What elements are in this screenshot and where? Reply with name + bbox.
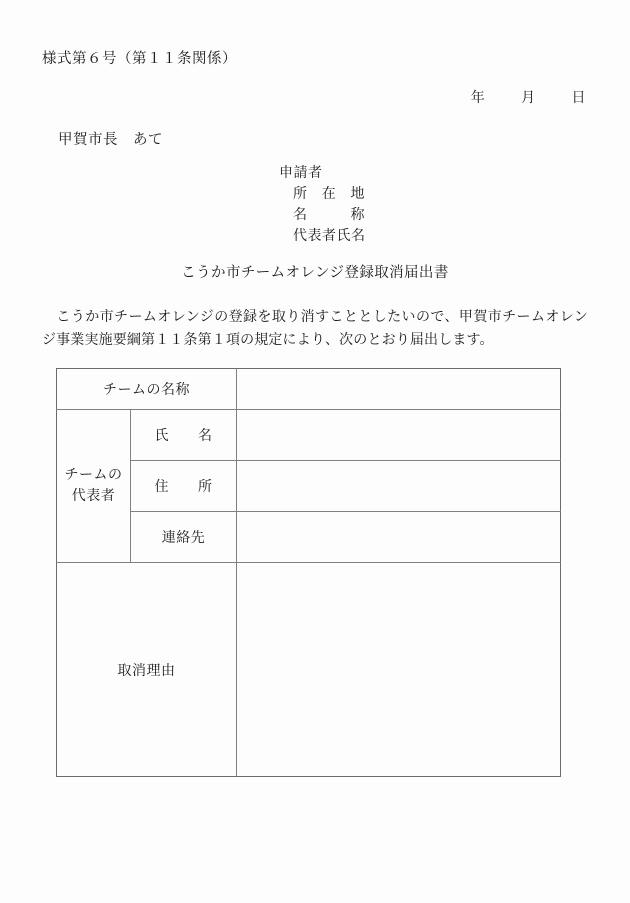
form-table: [56, 368, 561, 777]
date-day-label: 日: [571, 90, 586, 106]
label-representative-name: 氏名: [131, 410, 237, 461]
field-cancellation-reason[interactable]: [237, 563, 561, 777]
date-year-label: 年: [470, 90, 486, 106]
applicant-block: [279, 163, 365, 247]
addressee: 甲賀市長 あて: [58, 132, 163, 148]
label-team-name: チームの名称: [57, 369, 237, 410]
label-representative-address: 住所: [131, 461, 237, 512]
applicant-field-address: [279, 184, 365, 205]
field-representative-name[interactable]: [237, 410, 561, 461]
field-representative-contact[interactable]: [237, 512, 561, 563]
form-number: 様式第６号（第１１条関係）: [42, 51, 237, 67]
table-row-representative-name: [57, 410, 561, 461]
field-team-name[interactable]: [237, 369, 561, 410]
applicant-heading: 申請者: [279, 165, 323, 181]
page-title: こうか市チームオレンジ登録取消届出書: [181, 265, 449, 281]
label-team-representative-line2: 代表者: [71, 488, 116, 504]
label-cancellation-reason: 取消理由: [57, 563, 237, 777]
label-team-representative-line1: チームの: [64, 467, 123, 483]
date-month-label: 月: [521, 90, 536, 106]
table-row-representative-contact: [57, 512, 561, 563]
field-representative-address[interactable]: [237, 461, 561, 512]
table-row-representative-address: [57, 461, 561, 512]
table-row-cancellation-reason: [57, 563, 561, 777]
label-team-representative: [57, 410, 131, 563]
label-representative-contact: 連絡先: [131, 512, 237, 563]
applicant-field-address-label: 所在地: [293, 186, 365, 202]
applicant-field-representative: [279, 226, 365, 247]
applicant-field-representative-label: 代表者氏名: [293, 228, 366, 244]
applicant-field-name: [279, 205, 365, 226]
body-paragraph: こうか市チームオレンジの登録を取り消すこととしたいので、甲賀市チームオレンジ事業実施要綱第１１条第１項の規定により、次のとおり届出します。: [42, 309, 588, 348]
date-line: [0, 87, 586, 107]
table-row-team-name: [57, 369, 561, 410]
applicant-field-name-label: 名称: [293, 207, 365, 223]
